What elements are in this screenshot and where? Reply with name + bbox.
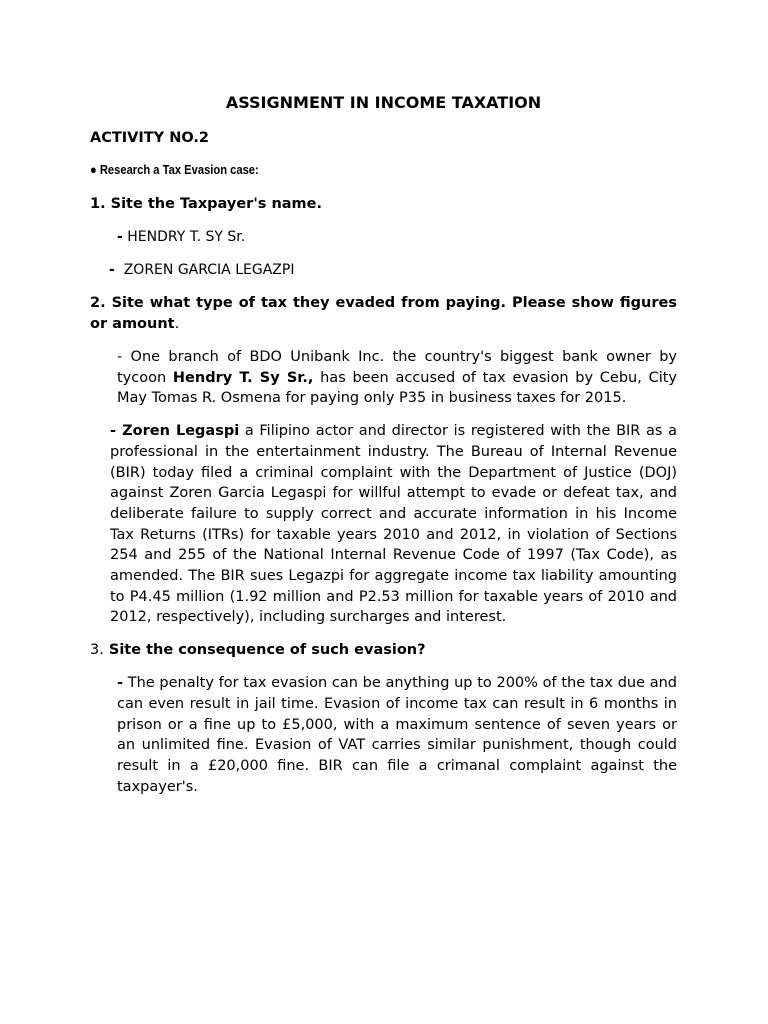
taxpayer-bold-name: - Zoren Legaspi — [110, 423, 240, 440]
question-3-dot: . — [99, 642, 104, 659]
dash-marker: - — [117, 229, 123, 245]
paragraph-rest: The penalty for tax evasion can be anything up to 200% of the tax due and can even result in jail time. Evasion of income tax can result in 6 months in prison or a fine up to £5,000, with a maximum sentence of seven years or an unlimited fine. Evasion of VAT carries similar punishment, though could result in a £20,000 fine. BIR can file a crimanal complaint against the taxpayer's. — [117, 675, 677, 795]
question-3-number: 3 — [90, 642, 100, 659]
paragraph-lead: - One branch of BDO Unibank Inc. the country's biggest bank owner by tycoon — [117, 349, 677, 386]
taxpayer-name-2 — [90, 260, 677, 280]
paragraph-rest: has been accused of tax evasion by Cebu, City May Tomas R. Osmena for paying only P35 in business taxes for 2015. — [117, 369, 678, 407]
document-title: ASSIGNMENT IN INCOME TAXATION — [225, 93, 542, 112]
taxpayer-bold-name: Hendry T. Sy Sr., — [172, 369, 314, 386]
paragraph-rest: a Filipino actor and director is registered with the BIR as a professional in the entertainment industry. The Bureau of Internal Revenue (BIR) today filed a criminal complaint with the Department of Justice (DOJ) against Zoren Garcia Legaspi for willful attempt to evade or defeat tax, and deliberate failure to supply correct and accurate information in his Income Tax Returns (ITRs) for taxable years 2010 and 2012, in violation of Sections 254 and 255 of the National Internal Revenue Code of 1997 (Tax Code), as amended. The BIR sues Legazpi for aggregate income tax liability amounting to P4.45 million (1.92 million and P2.53 million for taxable years of 2010 and 2012, respectively), including surcharges and interest. — [110, 423, 677, 626]
paragraph-legaspi-case — [90, 421, 677, 628]
question-3-text: Site the consequence of such evasion? — [103, 642, 426, 659]
paragraph-consequence — [90, 673, 677, 797]
paragraph-sy-case — [90, 347, 677, 409]
question-1: 1. Site the Taxpayer's name. — [90, 196, 322, 212]
taxpayer-name-text: HENDRY T. SY Sr. — [127, 229, 246, 245]
activity-heading: ACTIVITY NO.2 — [90, 130, 209, 146]
question-2-text: 2. Site what type of tax they evaded from paying. Please show figures or amount — [90, 295, 677, 332]
dash-marker: - — [109, 262, 115, 278]
taxpayer-name-1 — [90, 227, 677, 247]
question-3 — [90, 640, 677, 661]
bullet-research-task: ● Research a Tax Evasion case: — [90, 162, 259, 177]
dash-marker: - — [117, 675, 124, 692]
question-2 — [90, 293, 677, 335]
question-2-period: . — [174, 316, 180, 332]
taxpayer-name-text: ZOREN GARCIA LEGAZPI — [123, 262, 295, 278]
document-page — [90, 93, 677, 809]
